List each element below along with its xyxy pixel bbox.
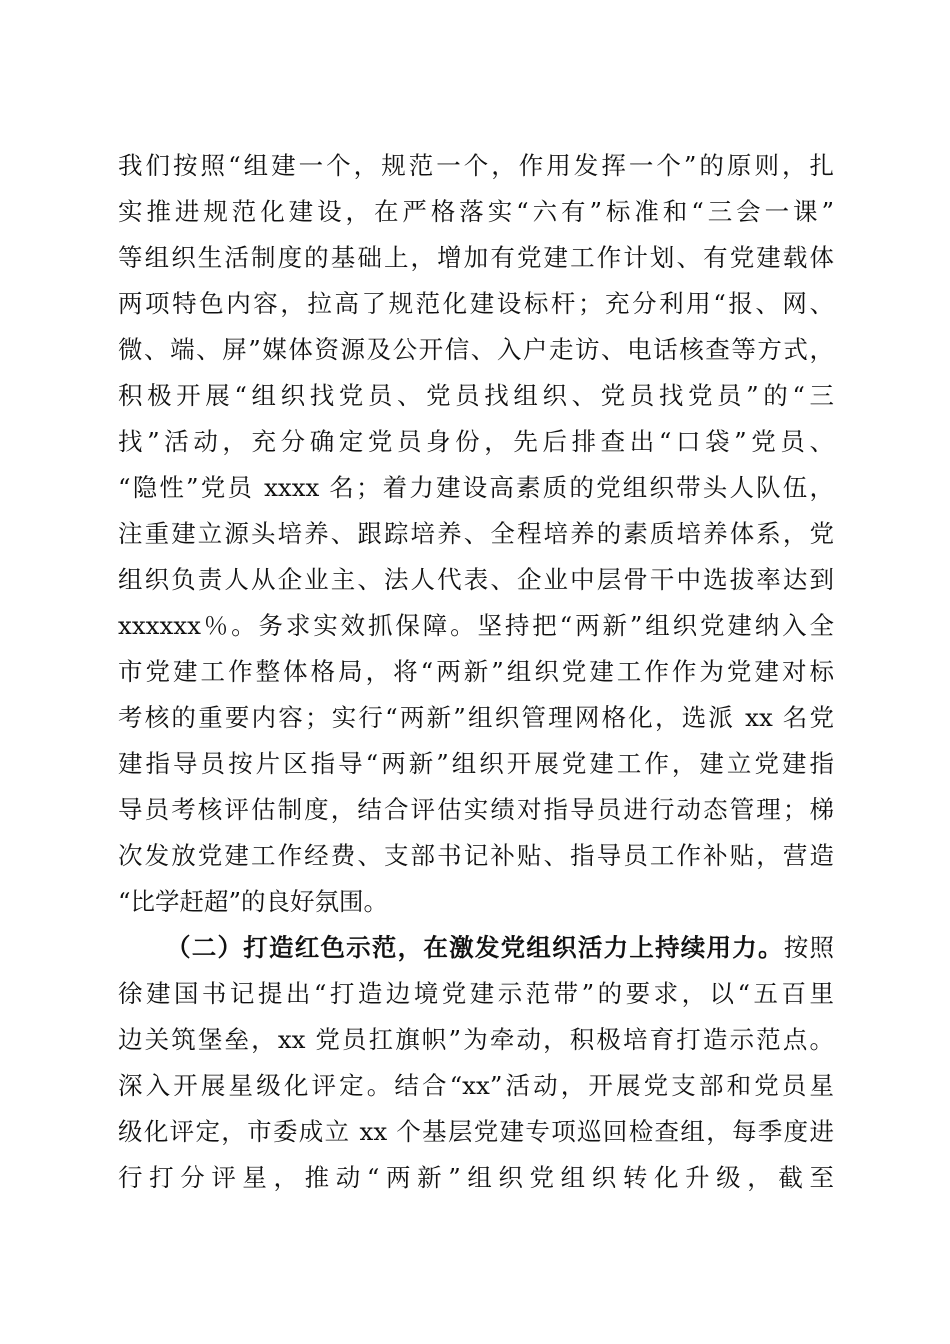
- paragraph-line: 积极开展“组织找党员、党员找组织、党员找党员”的“三: [118, 381, 834, 410]
- paragraph-line: 等组织生活制度的基础上，增加有党建工作计划、有党建载体: [118, 243, 834, 272]
- paragraph-line: 注重建立源头培养、跟踪培养、全程培养的素质培养体系，党: [118, 519, 834, 548]
- paragraph-line: 考核的重要内容；实行“两新”组织管理网格化，选派 xx 名党: [118, 703, 834, 732]
- paragraph-line: 徐建国书记提出“打造边境党建示范带”的要求，以“五百里: [118, 979, 834, 1008]
- paragraph-line: 微、端、屏”媒体资源及公开信、入户走访、电话核查等方式，: [118, 335, 834, 364]
- paragraph-line: xxxxxx％。务求实效抓保障。坚持把“两新”组织党建纳入全: [118, 611, 834, 640]
- section-heading: （二）打造红色示范，在激发党组织活力上持续用力。: [166, 933, 784, 962]
- paragraph-line: 级化评定，市委成立 xx 个基层党建专项巡回检查组，每季度进: [118, 1117, 834, 1146]
- paragraph-line: 两项特色内容，拉高了规范化建设标杆；充分利用“报、网、: [118, 289, 834, 318]
- paragraph-line: 深入开展星级化评定。结合“xx”活动，开展党支部和党员星: [118, 1071, 834, 1100]
- paragraph-line: 导员考核评估制度，结合评估实绩对指导员进行动态管理；梯: [118, 795, 834, 824]
- section-heading-line: [166, 926, 834, 970]
- paragraph-line: 次发放党建工作经费、支部书记补贴、指导员工作补贴，营造: [118, 841, 834, 870]
- paragraph-line: 实推进规范化建设，在严格落实“六有”标准和“三会一课”: [118, 197, 834, 226]
- paragraph-line: 市党建工作整体格局，将“两新”组织党建工作作为党建对标: [118, 657, 834, 686]
- paragraph-line: 边关筑堡垒，xx 党员扛旗帜”为牵动，积极培育打造示范点。: [118, 1025, 834, 1054]
- paragraph-line: 行打分评星，推动“两新”组织党组织转化升级，截至: [118, 1163, 834, 1192]
- section-heading-tail: 按照: [783, 933, 835, 962]
- paragraph-line: “隐性”党员 xxxx 名；着力建设高素质的党组织带头人队伍，: [118, 473, 834, 502]
- paragraph-line: 找”活动，充分确定党员身份，先后排查出“口袋”党员、: [118, 427, 834, 456]
- paragraph-line: 我们按照“组建一个，规范一个，作用发挥一个”的原则，扎: [118, 151, 834, 180]
- paragraph-line: 建指导员按片区指导“两新”组织开展党建工作，建立党建指: [118, 749, 834, 778]
- paragraph-line: “比学赶超”的良好氛围。: [118, 887, 389, 916]
- paragraph-line: 组织负责人从企业主、法人代表、企业中层骨干中选拔率达到: [118, 565, 834, 594]
